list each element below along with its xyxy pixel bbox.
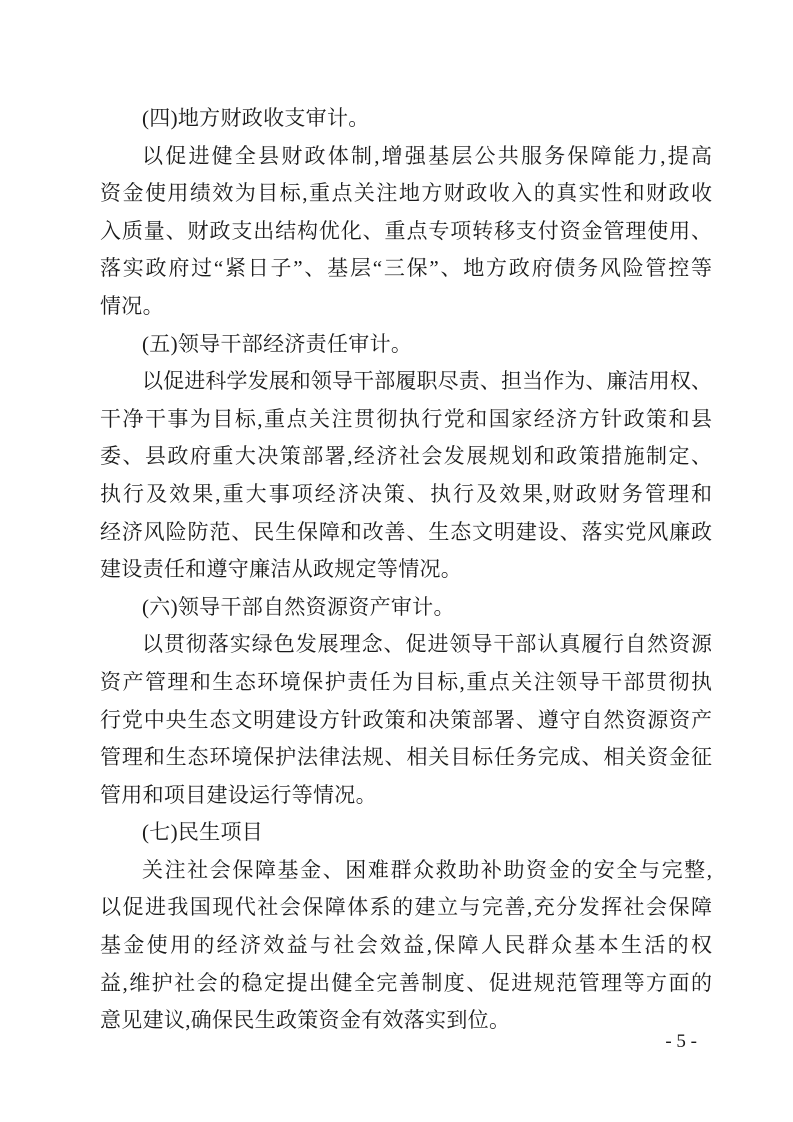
text-line: 管理和生态环境保护法律法规、相关目标任务完成、相关资金征 <box>100 745 712 770</box>
text-line: 以促进健全县财政体制,增强基层公共服务保障能力,提高 <box>142 143 712 168</box>
page-number: - 5 - <box>665 1031 697 1052</box>
text-line: 关注社会保障基金、困难群众救助补助资金的安全与完整, <box>142 857 712 882</box>
section-heading: (五)领导干部经济责任审计。 <box>142 331 413 356</box>
text-line: 情况。 <box>100 293 164 318</box>
text-line: 以促进我国现代社会保障体系的建立与完善,充分发挥社会保障 <box>100 895 712 920</box>
text-line: 益,维护社会的稳定提出健全完善制度、促进规范管理等方面的 <box>100 970 712 995</box>
text-line: 基金使用的经济效益与社会效益,保障人民群众基本生活的权 <box>100 933 712 958</box>
text-line: 建设责任和遵守廉洁从政规定等情况。 <box>100 557 463 582</box>
text-line: 委、县政府重大决策部署,经济社会发展规划和政策措施制定、 <box>100 444 712 469</box>
text-line: 以贯彻落实绿色发展理念、促进领导干部认真履行自然资源 <box>142 632 712 657</box>
text-line: 意见建议,确保民生政策资金有效落实到位。 <box>100 1008 511 1033</box>
section-heading: (七)民生项目 <box>142 820 264 845</box>
text-line: 经济风险防范、民生保障和改善、生态文明建设、落实党风廉政 <box>100 519 712 544</box>
text-line: 管用和项目建设运行等情况。 <box>100 782 377 807</box>
text-line: 资金使用绩效为目标,重点关注地方财政收入的真实性和财政收 <box>100 181 712 206</box>
text-line: 执行及效果,重大事项经济决策、执行及效果,财政财务管理和 <box>100 481 712 506</box>
text-line: 以促进科学发展和领导干部履职尽责、担当作为、廉洁用权、 <box>142 369 712 394</box>
text-line: 干净干事为目标,重点关注贯彻执行党和国家经济方针政策和县 <box>100 406 712 431</box>
text-line: 入质量、财政支出结构优化、重点专项转移支付资金管理使用、 <box>100 218 712 243</box>
text-line: 落实政府过“紧日子”、基层“三保”、地方政府债务风险管控等 <box>100 256 712 281</box>
section-heading: (六)领导干部自然资源资产审计。 <box>142 594 455 619</box>
text-line: 行党中央生态文明建设方针政策和决策部署、遵守自然资源资产 <box>100 707 712 732</box>
document-body <box>100 100 712 1040</box>
section-heading: (四)地方财政收支审计。 <box>142 106 370 130</box>
text-line: 资产管理和生态环境保护责任为目标,重点关注领导干部贯彻执 <box>100 669 712 694</box>
